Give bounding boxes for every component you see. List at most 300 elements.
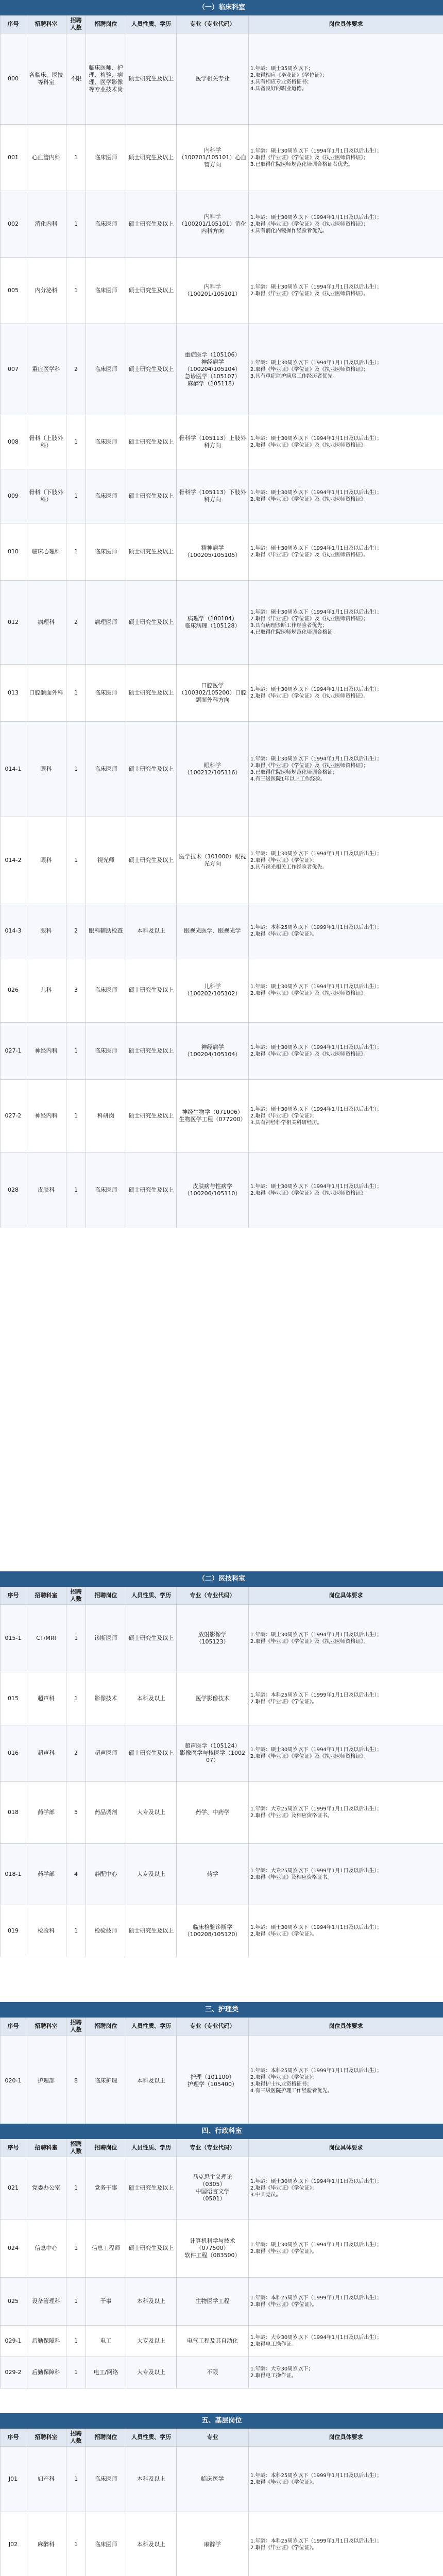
requirements-cell: 1.年龄：硕士30周岁以下（1994年1月1日及以后出生）； 2.取得《毕业证》《学位证》及《执业医师资格证》。 [249, 1605, 443, 1672]
header-headcount: 招聘人数 [66, 1587, 86, 1605]
department-cell: 眼科 [26, 904, 66, 958]
department-cell: 皮肤科 [26, 1153, 66, 1228]
header-serial-number: 序号 [1, 2018, 26, 2036]
requirements-cell: 1.年龄：硕士30周岁以下（1994年1月1日及以后出生）； 2.取得《毕业证》《学位证》； 3.具有视光相关工作经验者优先。 [249, 817, 443, 904]
requirements-cell: 1.年龄：硕士30周岁以下（1994年1月1日及以后出生）； 2.取得《毕业证》《学位证》及《执业医师资格证》； 3.已取得住院医师规范化培训合格证； 4.有三级医院1年以上工作经验。 [249, 722, 443, 817]
requirements-cell: 1.年龄：硕士30周岁以下（1994年1月1日及以后出生）； 2.取得《毕业证》《学位证》及《执业医师资格证》。 [249, 1023, 443, 1080]
department-cell: 后勤保障科 [26, 2326, 66, 2357]
education-cell: 本科及以上 [126, 2447, 177, 2512]
table-header-row [1, 2018, 443, 2036]
position-cell: 影像技术 [86, 1672, 126, 1725]
header-requirements: 岗位具体要求 [249, 2018, 443, 2036]
serial-number-cell: 027-2 [1, 1080, 26, 1153]
requirements-cell: 1.年龄：本科25周岁以下（1999年1月1日及以后出生）； 2.取得《毕业证》《学位证》。 [249, 2512, 443, 2576]
serial-number-cell: 029-1 [1, 2326, 26, 2357]
serial-number-cell: 012 [1, 581, 26, 665]
department-cell: 超声科 [26, 1725, 66, 1782]
major-cell: 药学、中药学 [177, 1782, 249, 1844]
headcount-cell: 不限 [66, 33, 86, 125]
requirements-cell: 1.年龄：硕士30周岁以下（1994年1月1日及以后出生）； 2.取得《毕业证》《学位证》及《执业医师资格证》。 [249, 958, 443, 1023]
serial-number-cell: 015-1 [1, 1605, 26, 1672]
requirements-cell: 1.年龄：硕士30周岁以下（1994年1月1日及以后出生）； 2.取得《毕业证》《学位证》； 3.中共党员。 [249, 2157, 443, 2219]
position-cell: 信息工程师 [86, 2219, 126, 2278]
serial-number-cell: 016 [1, 1725, 26, 1782]
requirements-cell: 1.年龄：本科25周岁以下（1999年1月1日及以后出生）； 2.取得《毕业证》《学位证》。 [249, 2278, 443, 2326]
header-position: 招聘岗位 [86, 2429, 126, 2447]
education-cell: 硕士研究生及以上 [126, 324, 177, 415]
position-cell: 临床医师 [86, 665, 126, 722]
major-cell: 医学相关专业 [177, 33, 249, 125]
serial-number-cell: 028 [1, 1153, 26, 1228]
education-cell: 本科及以上 [126, 904, 177, 958]
education-cell: 硕士研究生及以上 [126, 1153, 177, 1228]
requirements-cell: 1.年龄：硕士35周岁以下； 2.取得相应《毕业证》《学位证》； 3.具有相应专业资格证书； 4.具备良好的职业道德。 [249, 33, 443, 125]
major-cell: 护理（101100） 护理学（105400） [177, 2036, 249, 2124]
table-header-row [1, 2429, 443, 2447]
position-cell: 科研岗 [86, 1080, 126, 1153]
major-cell: 电气工程及其自动化 [177, 2326, 249, 2357]
header-headcount: 招聘人数 [66, 2018, 86, 2036]
requirements-cell: 1.年龄：硕士30周岁以下（1994年1月1日及以后出生）； 2.取得《毕业证》《学位证》及《执业医师资格证》； 3.具有病理诊断工作经验者优先； 4.已取得住院医师规范化培训合格证。 [249, 581, 443, 665]
education-cell: 硕士研究生及以上 [126, 817, 177, 904]
table-row [1, 2512, 443, 2576]
department-cell: 麻醉科 [26, 2512, 66, 2576]
serial-number-cell: 014-2 [1, 817, 26, 904]
position-cell: 临床医师 [86, 1153, 126, 1228]
requirements-cell: 1.年龄：硕士30周岁以下（1994年1月1日及以后出生）； 2.取得《毕业证》《学位证》。 [249, 2219, 443, 2278]
table-row [1, 33, 443, 125]
table-row [1, 1023, 443, 1080]
table-row [1, 1782, 443, 1844]
requirements-cell: 1.年龄：硕士30周岁以下（1994年1月1日及以后出生）； 2.取得《毕业证》《学位证》及《执业医师资格证》； 3.具有消化内镜操作经验者优先。 [249, 191, 443, 258]
serial-number-cell: 018-1 [1, 1844, 26, 1905]
requirements-cell: 1.年龄：大专25周岁以下（1999年1月1日及以后出生）； 2.取得《毕业证》及相应资格证书。 [249, 1844, 443, 1905]
headcount-cell: 2 [66, 581, 86, 665]
table-row [1, 2278, 443, 2326]
department-cell: CT/MRI [26, 1605, 66, 1672]
department-cell: 护理部 [26, 2036, 66, 2124]
department-cell: 病理科 [26, 581, 66, 665]
header-education: 人员性质、学历 [126, 2429, 177, 2447]
serial-number-cell: 020-1 [1, 2036, 26, 2124]
major-cell: 不限 [177, 2357, 249, 2388]
position-cell: 视光师 [86, 817, 126, 904]
table-row [1, 1844, 443, 1905]
header-requirements: 岗位具体要求 [249, 2139, 443, 2157]
position-cell: 临床医师 [86, 2512, 126, 2576]
major-cell: 临床检验诊断学 （100208/105120） [177, 1905, 249, 1957]
header-position: 招聘岗位 [86, 2018, 126, 2036]
header-headcount: 招聘人数 [66, 2139, 86, 2157]
table-row [1, 904, 443, 958]
department-cell: 妇产科 [26, 2447, 66, 2512]
headcount-cell: 1 [66, 2447, 86, 2512]
table-row [1, 1153, 443, 1228]
serial-number-cell: 007 [1, 324, 26, 415]
header-department: 招聘科室 [26, 2139, 66, 2157]
section-title: 四、行政科室 [1, 2124, 443, 2139]
department-cell: 信息中心 [26, 2219, 66, 2278]
headcount-cell: 1 [66, 1153, 86, 1228]
education-cell: 本科及以上 [126, 1672, 177, 1725]
headcount-cell: 1 [66, 665, 86, 722]
education-cell: 硕士研究生及以上 [126, 523, 177, 581]
serial-number-cell: 013 [1, 665, 26, 722]
requirements-cell: 1.年龄：硕士30周岁以下（1994年1月1日及以后出生）； 2.取得《毕业证》《学位证》及《执业医师资格证》。 [249, 258, 443, 324]
education-cell: 硕士研究生及以上 [126, 33, 177, 125]
serial-number-cell: 026 [1, 958, 26, 1023]
requirements-cell: 1.年龄：硕士30周岁以下（1994年1月1日及以后出生）； 2.取得《毕业证》《学位证》及《执业医师资格证》； 3.已取得住院医师规范化培训合格证者优先。 [249, 125, 443, 191]
serial-number-cell: 027-1 [1, 1023, 26, 1080]
major-cell: 儿科学 （100202/105102） [177, 958, 249, 1023]
requirements-cell: 1.年龄：硕士30周岁以下（1994年1月1日及以后出生）； 2.取得《毕业证》《学位证》； 3.具有神经科学相关科研经历。 [249, 1080, 443, 1153]
requirements-cell: 1.年龄：硕士30周岁以下（1994年1月1日及以后出生）； 2.取得《毕业证》《学位证》。 [249, 1905, 443, 1957]
headcount-cell: 1 [66, 523, 86, 581]
position-cell: 临床医师 [86, 1023, 126, 1080]
headcount-cell: 1 [66, 258, 86, 324]
requirements-cell: 1.年龄：本科25周岁以下（1999年1月1日及以后出生）； 2.取得《毕业证》《学位证》； 3.取得护士执业资格证书； 4.有三级医院护理工作经验者优先。 [249, 2036, 443, 2124]
table-row [1, 1672, 443, 1725]
table-header-row [1, 2139, 443, 2157]
serial-number-cell: 010 [1, 523, 26, 581]
headcount-cell: 2 [66, 904, 86, 958]
major-cell: 临床医学 [177, 2447, 249, 2512]
header-education: 人员性质、学历 [126, 1587, 177, 1605]
education-cell: 硕士研究生及以上 [126, 722, 177, 817]
education-cell: 硕士研究生及以上 [126, 2157, 177, 2219]
major-cell: 眼视光医学、眼视光学 [177, 904, 249, 958]
major-cell: 口腔医学 （100302/105200）口腔颌面外科方向 [177, 665, 249, 722]
section-medical-tech [0, 1571, 443, 2002]
serial-number-cell: 029-2 [1, 2357, 26, 2388]
position-cell: 药品调剂 [86, 1782, 126, 1844]
header-major: 专业（专业代码） [177, 1587, 249, 1605]
header-requirements: 岗位具体要求 [249, 15, 443, 33]
education-cell: 本科及以上 [126, 2036, 177, 2124]
major-cell: 计算机科学与技术 （077500） 软件工程（083500） [177, 2219, 249, 2278]
requirements-cell: 1.年龄：大专25周岁以下（1999年1月1日及以后出生）； 2.取得《毕业证》及相应资格证书。 [249, 1782, 443, 1844]
department-cell: 内分泌科 [26, 258, 66, 324]
education-cell: 硕士研究生及以上 [126, 2219, 177, 2278]
section-title: （一）临床科室 [1, 1, 443, 15]
department-cell: 骨科（上肢外科） [26, 415, 66, 469]
position-cell: 临床医师、护理、检验、病理、医学影像等专业技术岗 [86, 33, 126, 125]
education-cell: 硕士研究生及以上 [126, 581, 177, 665]
major-cell: 医学影像技术 [177, 1672, 249, 1725]
major-cell: 神经病学 （100204/105104） [177, 1023, 249, 1080]
education-cell: 大专及以上 [126, 2357, 177, 2388]
major-cell: 药学 [177, 1844, 249, 1905]
department-cell: 神经内科 [26, 1023, 66, 1080]
requirements-cell: 1.年龄：本科25周岁以下（1999年1月1日及以后出生）； 2.取得《毕业证》《学位证》。 [249, 1672, 443, 1725]
position-cell: 眼科辅助检查 [86, 904, 126, 958]
section-nursing [0, 2002, 443, 2124]
position-cell: 临床医师 [86, 191, 126, 258]
headcount-cell: 8 [66, 2036, 86, 2124]
department-cell: 超声科 [26, 1672, 66, 1725]
department-cell: 各临床、医技等科室 [26, 33, 66, 125]
position-cell: 电工/网络 [86, 2357, 126, 2388]
serial-number-cell: 009 [1, 469, 26, 523]
serial-number-cell: 018 [1, 1782, 26, 1844]
requirements-cell: 1.年龄：硕士30周岁以下（1994年1月1日及以后出生）； 2.取得《毕业证》《学位证》及《执业医师资格证》。 [249, 1725, 443, 1782]
position-cell: 临床医师 [86, 523, 126, 581]
requirements-cell: 1.年龄：硕士30周岁以下（1994年1月1日及以后出生）； 2.取得《毕业证》《学位证》及《执业医师资格证》； 3.具有重症监护病房工作经历者优先。 [249, 324, 443, 415]
serial-number-cell: J02 [1, 2512, 26, 2576]
education-cell: 硕士研究生及以上 [126, 125, 177, 191]
department-cell: 重症医学科 [26, 324, 66, 415]
table-row [1, 258, 443, 324]
major-cell: 放射影像学 （105123） [177, 1605, 249, 1672]
requirements-cell: 1.年龄：硕士30周岁以下（1994年1月1日及以后出生）； 2.取得《毕业证》《学位证》及《执业医师资格证》。 [249, 469, 443, 523]
major-cell: 内科学 （100201/105101）消化内科方向 [177, 191, 249, 258]
department-cell: 心血管内科 [26, 125, 66, 191]
table-header-row [1, 1587, 443, 1605]
major-cell: 病理学（100104） 临床病理（105128） [177, 581, 249, 665]
major-cell: 内科学 （100201/105101） [177, 258, 249, 324]
major-cell: 医学技术（101000）眼视光方向 [177, 817, 249, 904]
table-row [1, 1725, 443, 1782]
serial-number-cell: 002 [1, 191, 26, 258]
header-requirements: 岗位具体要求 [249, 1587, 443, 1605]
headcount-cell: 1 [66, 191, 86, 258]
header-serial-number: 序号 [1, 15, 26, 33]
serial-number-cell: 008 [1, 415, 26, 469]
header-serial-number: 序号 [1, 2429, 26, 2447]
recruitment-table [0, 2002, 443, 2124]
education-cell: 硕士研究生及以上 [126, 469, 177, 523]
header-department: 招聘科室 [26, 15, 66, 33]
major-cell: 神经生物学（071006） 生物医学工程（077200） [177, 1080, 249, 1153]
serial-number-cell: 025 [1, 2278, 26, 2326]
section-title: 三、护理类 [1, 2003, 443, 2018]
position-cell: 临床医师 [86, 722, 126, 817]
table-row [1, 415, 443, 469]
requirements-cell: 1.年龄：硕士30周岁以下（1994年1月1日及以后出生）； 2.取得《毕业证》《学位证》及《执业医师资格证》。 [249, 523, 443, 581]
requirements-cell: 1.年龄：本科25周岁以下（1999年1月1日及以后出生）； 2.取得《毕业证》《学位证》。 [249, 904, 443, 958]
serial-number-cell: 021 [1, 2157, 26, 2219]
education-cell: 硕士研究生及以上 [126, 1725, 177, 1782]
serial-number-cell: 001 [1, 125, 26, 191]
headcount-cell: 1 [66, 1672, 86, 1725]
table-row [1, 1905, 443, 1957]
serial-number-cell: 024 [1, 2219, 26, 2278]
header-department: 招聘科室 [26, 2429, 66, 2447]
recruitment-table [0, 2413, 443, 2576]
department-cell: 药学部 [26, 1844, 66, 1905]
department-cell: 口腔颌面外科 [26, 665, 66, 722]
education-cell: 硕士研究生及以上 [126, 1080, 177, 1153]
department-cell: 检验科 [26, 1905, 66, 1957]
header-position: 招聘岗位 [86, 2139, 126, 2157]
position-cell: 临床护理 [86, 2036, 126, 2124]
major-cell: 麻醉学 [177, 2512, 249, 2576]
major-cell: 精神病学 （100205/105105） [177, 523, 249, 581]
table-row [1, 523, 443, 581]
headcount-cell: 1 [66, 1905, 86, 1957]
position-cell: 检验技师 [86, 1905, 126, 1957]
header-serial-number: 序号 [1, 2139, 26, 2157]
table-row [1, 469, 443, 523]
headcount-cell: 1 [66, 415, 86, 469]
position-cell: 临床医师 [86, 469, 126, 523]
headcount-cell: 1 [66, 2219, 86, 2278]
header-major: 专业（专业代码） [177, 2139, 249, 2157]
serial-number-cell: 014-1 [1, 722, 26, 817]
table-row [1, 2219, 443, 2278]
education-cell: 硕士研究生及以上 [126, 258, 177, 324]
major-cell: 眼科学 （100212/105116） [177, 722, 249, 817]
position-cell: 临床医师 [86, 125, 126, 191]
major-cell: 生物医学工程 [177, 2278, 249, 2326]
headcount-cell: 1 [66, 125, 86, 191]
department-cell: 党委办公室 [26, 2157, 66, 2219]
serial-number-cell: J01 [1, 2447, 26, 2512]
serial-number-cell: 005 [1, 258, 26, 324]
education-cell: 硕士研究生及以上 [126, 415, 177, 469]
education-cell: 硕士研究生及以上 [126, 191, 177, 258]
header-education: 人员性质、学历 [126, 2139, 177, 2157]
department-cell: 后勤保障科 [26, 2357, 66, 2388]
position-cell: 临床医师 [86, 415, 126, 469]
requirements-cell: 1.年龄：大专30周岁以下（1994年1月1日及以后出生）； 2.取得电工操作证。 [249, 2326, 443, 2357]
table-row [1, 817, 443, 904]
position-cell: 临床医师 [86, 258, 126, 324]
education-cell: 大专及以上 [126, 2326, 177, 2357]
recruitment-table [0, 2124, 443, 2388]
education-cell: 大专及以上 [126, 1782, 177, 1844]
position-cell: 临床医师 [86, 2447, 126, 2512]
education-cell: 硕士研究生及以上 [126, 665, 177, 722]
department-cell: 神经内科 [26, 1080, 66, 1153]
header-department: 招聘科室 [26, 2018, 66, 2036]
header-position: 招聘岗位 [86, 15, 126, 33]
education-cell: 本科及以上 [126, 2278, 177, 2326]
section-title: 五、基层岗位 [1, 2414, 443, 2429]
headcount-cell: 1 [66, 2278, 86, 2326]
header-major: 专业（专业代码） [177, 2018, 249, 2036]
position-cell: 临床医师 [86, 958, 126, 1023]
department-cell: 骨科（下肢外科） [26, 469, 66, 523]
section-title: （二）医技科室 [1, 1572, 443, 1587]
table-row [1, 581, 443, 665]
position-cell: 干事 [86, 2278, 126, 2326]
table-row [1, 324, 443, 415]
header-position: 招聘岗位 [86, 1587, 126, 1605]
education-cell: 硕士研究生及以上 [126, 1605, 177, 1672]
major-cell: 重症医学（105106） 神经病学 （100204/105104） 急诊医学（105107） 麻醉学（105118） [177, 324, 249, 415]
requirements-cell: 1.年龄：本科25周岁以下（1999年1月1日及以后出生）； 2.取得《毕业证》《学位证》。 [249, 2447, 443, 2512]
headcount-cell: 1 [66, 2512, 86, 2576]
table-row [1, 191, 443, 258]
section-administration [0, 2124, 443, 2413]
table-row [1, 2326, 443, 2357]
position-cell: 电工 [86, 2326, 126, 2357]
headcount-cell: 2 [66, 1725, 86, 1782]
recruitment-table [0, 0, 443, 1228]
table-row [1, 665, 443, 722]
table-row [1, 2036, 443, 2124]
recruitment-table [0, 1571, 443, 1957]
table-row [1, 2157, 443, 2219]
table-row [1, 2357, 443, 2388]
department-cell: 眼科 [26, 817, 66, 904]
headcount-cell: 5 [66, 1782, 86, 1844]
headcount-cell: 1 [66, 722, 86, 817]
position-cell: 诊断医师 [86, 1605, 126, 1672]
position-cell: 超声医师 [86, 1725, 126, 1782]
education-cell: 硕士研究生及以上 [126, 1023, 177, 1080]
major-cell: 内科学 （100201/105101）心血管方向 [177, 125, 249, 191]
department-cell: 临床心理科 [26, 523, 66, 581]
table-header-row [1, 15, 443, 33]
department-cell: 药学部 [26, 1782, 66, 1844]
header-requirements: 岗位具体要求 [249, 2429, 443, 2447]
major-cell: 超声医学（105124） 影像医学与核医学（100207） [177, 1725, 249, 1782]
headcount-cell: 3 [66, 958, 86, 1023]
header-department: 招聘科室 [26, 1587, 66, 1605]
headcount-cell: 4 [66, 1844, 86, 1905]
serial-number-cell: 000 [1, 33, 26, 125]
section-grassroots [0, 2413, 443, 2576]
education-cell: 本科及以上 [126, 2512, 177, 2576]
headcount-cell: 1 [66, 2326, 86, 2357]
position-cell: 党务干事 [86, 2157, 126, 2219]
header-major: 专业（专业代码） [177, 15, 249, 33]
headcount-cell: 1 [66, 817, 86, 904]
position-cell: 病理医师 [86, 581, 126, 665]
requirements-cell: 1.年龄：硕士30周岁以下（1994年1月1日及以后出生）； 2.取得《毕业证》《学位证》及《执业医师资格证》。 [249, 665, 443, 722]
header-serial-number: 序号 [1, 1587, 26, 1605]
department-cell: 眼科 [26, 722, 66, 817]
position-cell: 临床医师 [86, 324, 126, 415]
serial-number-cell: 015 [1, 1672, 26, 1725]
major-cell: 骨科学（105113）上肢外科方向 [177, 415, 249, 469]
department-cell: 设备管理科 [26, 2278, 66, 2326]
education-cell: 大专及以上 [126, 1844, 177, 1905]
requirements-cell: 1.年龄：硕士30周岁以下（1994年1月1日及以后出生）； 2.取得《毕业证》《学位证》及《执业医师资格证》。 [249, 415, 443, 469]
requirements-cell: 1.年龄：硕士30周岁以下（1994年1月1日及以后出生）； 2.取得《毕业证》《学位证》及《执业医师资格证》。 [249, 1153, 443, 1228]
major-cell: 皮肤病与性病学 （100206/105110） [177, 1153, 249, 1228]
major-cell: 骨科学（105113）下肢外科方向 [177, 469, 249, 523]
table-row [1, 958, 443, 1023]
header-headcount: 招聘人数 [66, 2429, 86, 2447]
header-education: 人员性质、学历 [126, 2018, 177, 2036]
table-row [1, 722, 443, 817]
header-headcount: 招聘人数 [66, 15, 86, 33]
education-cell: 硕士研究生及以上 [126, 1905, 177, 1957]
department-cell: 消化内科 [26, 191, 66, 258]
education-cell: 硕士研究生及以上 [126, 958, 177, 1023]
headcount-cell: 1 [66, 469, 86, 523]
table-row [1, 125, 443, 191]
headcount-cell: 1 [66, 1080, 86, 1153]
requirements-cell: 1.年龄：大专30周岁以下； 2.取得电工操作证。 [249, 2357, 443, 2388]
headcount-cell: 1 [66, 2157, 86, 2219]
serial-number-cell: 019 [1, 1905, 26, 1957]
headcount-cell: 1 [66, 1023, 86, 1080]
table-row [1, 1080, 443, 1153]
table-row [1, 1605, 443, 1672]
table-row [1, 2447, 443, 2512]
department-cell: 儿科 [26, 958, 66, 1023]
headcount-cell: 2 [66, 324, 86, 415]
headcount-cell: 1 [66, 2357, 86, 2388]
major-cell: 马克思主义理论 （0305） 中国语言文学 （0501） [177, 2157, 249, 2219]
header-education: 人员性质、学历 [126, 15, 177, 33]
serial-number-cell: 014-3 [1, 904, 26, 958]
position-cell: 静配中心 [86, 1844, 126, 1905]
